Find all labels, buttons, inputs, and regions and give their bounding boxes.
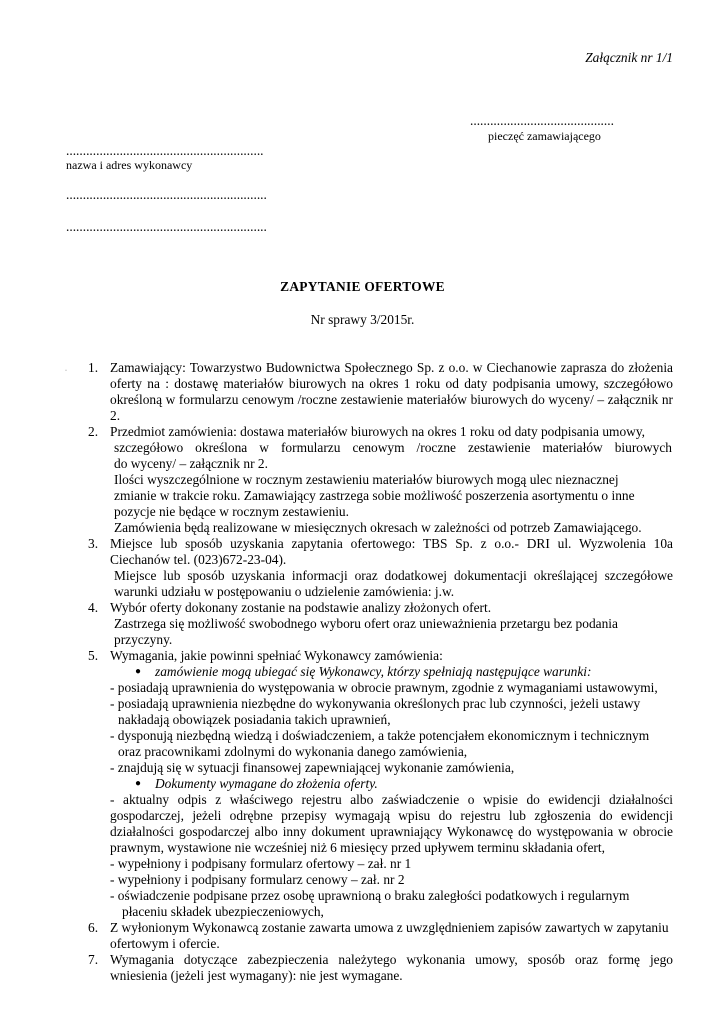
bullet-icon: ●: [135, 666, 142, 677]
item-5-bullet-2: Dokumenty wymagane do złożenia oferty.: [155, 776, 378, 791]
item-3-line-2: Ciechanów tel. (023)672-23-04).: [110, 552, 287, 567]
item-5-line-12: - wypełniony i podpisany formularz ofertowy – zał. nr 1: [110, 856, 412, 871]
item-3-line-1: Miejsce lub sposób uzyskania zapytania ofertowego: TBS Sp. z o.o.- DRI ul. Wyzwolenia 10a: [110, 536, 673, 551]
item-4-line-2: Zastrzega się możliwość swobodnego wyboru ofert oraz unieważnienia przetargu bez podania: [114, 616, 618, 631]
item-7-line-2: wniesienia (jeżeli jest wymagany): nie jest wymagane.: [110, 968, 403, 983]
item-2-line-3: do wyceny/ – załącznik nr 2.: [114, 456, 268, 471]
item-5-line-9: gospodarczej, jeżeli odrębne przepisy wymagają wpisu do rejestru lub zgłoszenia do ewidencji: [110, 808, 673, 823]
item-5-line-10: działalności gospodarczej albo inny dokument uprawniający Wykonawcę do występowania w obrocie: [110, 824, 673, 839]
item-2-number: 2.: [88, 424, 99, 439]
item-5-line-7: - znajdują się w sytuacji finansowej zapewniającej wykonanie zamówienia,: [110, 760, 515, 775]
item-2-line-5: zmianie w trakcie roku. Zamawiający zastrzega sobie możliwość poszerzenia asortymentu o inne: [114, 488, 635, 503]
contractor-label: nazwa i adres wykonawcy: [66, 158, 193, 172]
item-5-number: 5.: [88, 648, 99, 663]
item-1-line-1: Zamawiający: Towarzystwo Budownictwa Społecznego Sp. z o.o. w Ciechanowie zaprasza do złożenia: [110, 360, 673, 375]
stray-mark: ·: [65, 368, 67, 374]
stamp-dots: ...........................................: [470, 113, 614, 128]
item-2-line-6: pozycje nie będące w rocznym zestawieniu.: [114, 504, 349, 519]
item-7-line-1: Wymagania dotyczące zabezpieczenia należytego wykonania umowy, sposób oraz formę jego: [110, 952, 673, 967]
contractor-dots-3: ............................................................: [66, 219, 267, 234]
item-5-line-15: płaceniu składek ubezpieczeniowych,: [122, 904, 324, 919]
item-6-line-1: Z wyłonionym Wykonawcą zostanie zawarta umowa z uwzględnieniem zapisów zawartych w zapytaniu: [110, 920, 669, 935]
item-3-line-4: warunki udziału w postępowaniu o udzielenie zamówienia: j.w.: [114, 584, 455, 599]
item-1-line-4: 2.: [110, 408, 121, 423]
item-2-line-7: Zamówienia będą realizowane w miesięcznych okresach w zależności od potrzeb Zamawiającego.: [114, 520, 642, 535]
item-2-line-2: szczegółowo określona w formularzu cenowym /roczne zestawienie materiałów biurowych: [114, 440, 672, 455]
item-6-number: 6.: [88, 920, 99, 935]
item-5-line-2: - posiadają uprawnienia do występowania w obrocie prawnym, zgodnie z wymaganiami ustawowymi,: [110, 680, 658, 695]
item-5-line-14: - oświadczenie podpisane przez osobę uprawnioną o braku zaległości podatkowych i regularnym: [110, 888, 630, 903]
item-7-number: 7.: [88, 952, 99, 967]
item-5-bullet-1: zamówienie mogą ubiegać się Wykonawcy, którzy spełniają następujące warunki:: [155, 664, 592, 679]
item-4-line-1: Wybór oferty dokonany zostanie na podstawie analizy złożonych ofert.: [110, 600, 492, 615]
item-4-number: 4.: [88, 600, 99, 615]
item-2-line-1: Przedmiot zamówienia: dostawa materiałów biurowych na okres 1 roku od daty podpisania umowy,: [110, 424, 645, 439]
attachment-label: Załącznik nr 1/1: [585, 50, 673, 65]
bullet-icon: ●: [135, 778, 142, 789]
item-5-line-11: prawnym, wystawione nie wcześniej niż 6 miesięcy przed upływem terminu składania ofert,: [110, 840, 605, 855]
item-3-line-3: Miejsce lub sposób uzyskania informacji oraz dodatkowej dokumentacji określającej szczegółowe: [114, 568, 673, 583]
contractor-dots-2: ............................................................: [66, 187, 267, 202]
case-number: Nr sprawy 3/2015r.: [310, 312, 415, 327]
item-1-line-2: oferty na : dostawę materiałów biurowych na okres 1 roku od daty podpisania umowy, szczegółowo: [110, 376, 673, 391]
item-5-line-5: - dysponują niezbędną wiedzą i doświadczeniem, a także potencjałem ekonomicznym i technicznym: [110, 728, 650, 743]
document-title: ZAPYTANIE OFERTOWE: [280, 279, 445, 294]
item-4-line-3: przyczyny.: [114, 632, 173, 647]
item-5-line-6: oraz pracownikami zdolnymi do wykonania danego zamówienia,: [118, 744, 468, 759]
item-6-line-2: ofertowym i ofercie.: [110, 936, 220, 951]
item-3-number: 3.: [88, 536, 99, 551]
item-5-line-3: - posiadają uprawnienia niezbędne do wykonywania określonych prac lub czynności, jeżeli ustawy: [110, 696, 641, 711]
item-1-line-3: określoną w formularzu cenowym /roczne zestawienie materiałów biurowych do wyceny/ – załącznik nr: [110, 392, 673, 407]
item-5-line-13: - wypełniony i podpisany formularz cenowy – zał. nr 2: [110, 872, 405, 887]
item-5-line-1: Wymagania, jakie powinni spełniać Wykonawcy zamówienia:: [110, 648, 443, 663]
stamp-label: pieczęć zamawiającego: [488, 129, 601, 143]
item-5-line-8: - aktualny odpis z właściwego rejestru albo zaświadczenie o wpisie do ewidencji działalności: [110, 792, 673, 807]
item-2-line-4: Ilości wyszczególnione w rocznym zestawieniu materiałów biurowych mogą ulec nieznacznej: [114, 472, 619, 487]
contractor-dots-1: ...........................................................: [66, 143, 264, 158]
item-5-line-4: nakładają obowiązek posiadania takich uprawnień,: [118, 712, 391, 727]
item-1-number: 1.: [88, 360, 99, 375]
